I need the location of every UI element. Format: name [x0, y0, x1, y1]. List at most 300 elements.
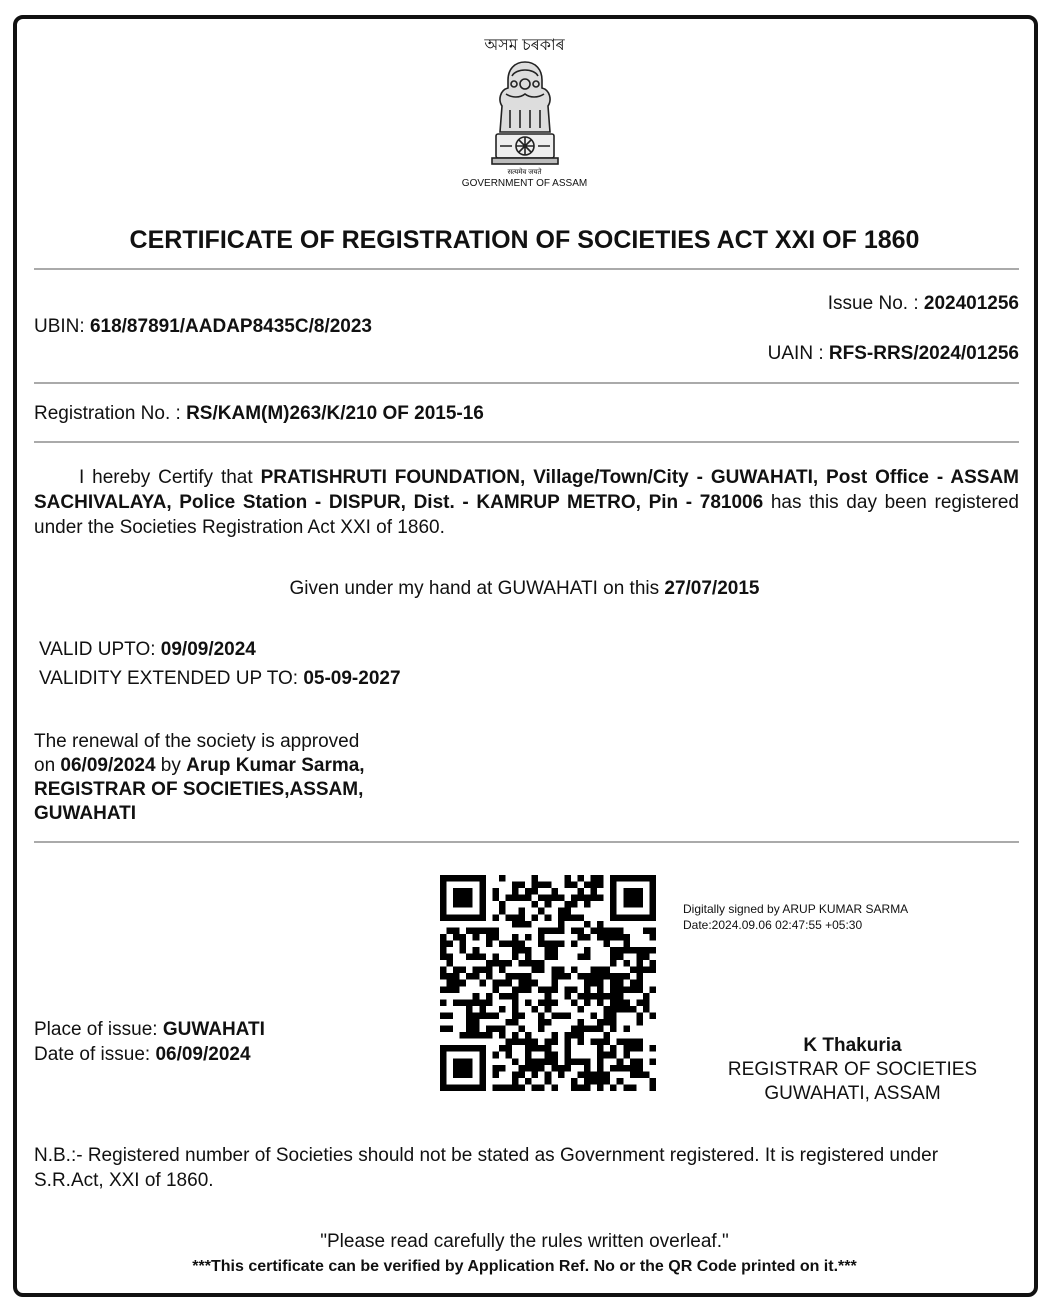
qr-module [466, 875, 473, 882]
qr-module [453, 967, 460, 974]
qr-module [610, 1052, 617, 1059]
qr-module [558, 940, 565, 947]
qr-module [610, 947, 617, 954]
date-label: Date of issue: [34, 1044, 156, 1065]
qr-module [617, 1065, 624, 1072]
qr-module [519, 947, 526, 954]
qr-module [525, 947, 532, 954]
place-of-issue [34, 1017, 265, 1042]
qr-module [447, 986, 454, 993]
valid-upto-label: VALID UPTO: [39, 639, 161, 660]
qr-module [577, 1026, 584, 1033]
qr-module [623, 1006, 630, 1013]
qr-module [486, 960, 493, 967]
qr-module [492, 1071, 499, 1078]
qr-module [564, 1052, 571, 1059]
qr-module [486, 1012, 493, 1019]
qr-module [558, 921, 565, 928]
digital-signature-date: Date:2024.09.06 02:47:55 +05:30 [683, 918, 863, 932]
qr-module [617, 927, 624, 934]
qr-module [440, 940, 447, 947]
qr-module [447, 927, 454, 934]
qr-module [577, 1006, 584, 1013]
qr-module [617, 934, 624, 941]
qr-module [440, 1045, 447, 1052]
qr-module [519, 940, 526, 947]
qr-module [525, 1065, 532, 1072]
qr-module [519, 980, 526, 987]
qr-module [440, 882, 447, 889]
qr-module [617, 1006, 624, 1013]
qr-module [571, 940, 578, 947]
qr-module [512, 921, 519, 928]
qr-module [591, 993, 598, 1000]
qr-module [623, 986, 630, 993]
qr-module [597, 1084, 604, 1091]
qr-module [636, 895, 643, 902]
qr-module [604, 1006, 611, 1013]
qr-module [499, 967, 506, 974]
qr-module [597, 921, 604, 928]
qr-module [473, 1045, 480, 1052]
qr-module [623, 875, 630, 882]
qr-module [440, 1084, 447, 1091]
qr-module [447, 960, 454, 967]
qr-module [499, 908, 506, 915]
qr-module [519, 986, 526, 993]
qr-module [525, 888, 532, 895]
qr-module [479, 1058, 486, 1065]
qr-module [551, 1039, 558, 1046]
qr-module [623, 895, 630, 902]
qr-module [604, 967, 611, 974]
qr-module [519, 1039, 526, 1046]
qr-module [453, 1045, 460, 1052]
qr-module [479, 1052, 486, 1059]
qr-module [538, 986, 545, 993]
qr-module [545, 1045, 552, 1052]
qr-module [499, 1032, 506, 1039]
qr-module [610, 960, 617, 967]
qr-module [512, 1071, 519, 1078]
qr-module [643, 999, 650, 1006]
qr-module [630, 986, 637, 993]
qr-module [649, 914, 656, 921]
qr-module [610, 1019, 617, 1026]
qr-module [597, 980, 604, 987]
qr-module [486, 967, 493, 974]
renewal-approver: Arup Kumar Sarma, [186, 755, 365, 776]
qr-module [604, 1019, 611, 1026]
qr-module [492, 1026, 499, 1033]
qr-module [558, 895, 565, 902]
qr-module [604, 934, 611, 941]
qr-module [584, 986, 591, 993]
qr-module [545, 914, 552, 921]
qr-module [505, 993, 512, 1000]
qr-module [473, 954, 480, 961]
qr-module [512, 1039, 519, 1046]
qr-module [649, 960, 656, 967]
qr-module [525, 960, 532, 967]
qr-module [499, 960, 506, 967]
qr-module [577, 954, 584, 961]
qr-module [604, 973, 611, 980]
qr-module [617, 986, 624, 993]
qr-module [538, 895, 545, 902]
qr-module [591, 1026, 598, 1033]
qr-module [440, 973, 447, 980]
qr-module [636, 1065, 643, 1072]
qr-module [630, 1006, 637, 1013]
qr-module [610, 882, 617, 889]
qr-module [505, 973, 512, 980]
qr-module [649, 875, 656, 882]
qr-module [512, 1078, 519, 1085]
qr-module [623, 1039, 630, 1046]
qr-module [591, 882, 598, 889]
qr-module [558, 914, 565, 921]
qr-module [636, 1019, 643, 1026]
qr-module [558, 973, 565, 980]
qr-module [591, 927, 598, 934]
digital-signature [683, 901, 908, 933]
qr-module [538, 908, 545, 915]
qr-module [604, 1071, 611, 1078]
issue-details [34, 1017, 265, 1067]
qr-module [636, 1071, 643, 1078]
qr-module [564, 875, 571, 882]
qr-module [636, 1012, 643, 1019]
qr-module [630, 1065, 637, 1072]
digital-signature-by: Digitally signed by ARUP KUMAR SARMA [683, 902, 909, 916]
qr-module [512, 1032, 519, 1039]
qr-module [623, 973, 630, 980]
qr-module [538, 960, 545, 967]
qr-module [532, 1065, 539, 1072]
qr-module [486, 940, 493, 947]
qr-module [551, 947, 558, 954]
valid-upto [39, 639, 256, 661]
qr-module [551, 986, 558, 993]
qr-module [460, 967, 467, 974]
qr-module [571, 1058, 578, 1065]
qr-module [558, 967, 565, 974]
qr-module [597, 1078, 604, 1085]
qr-module [649, 967, 656, 974]
qr-module [591, 1078, 598, 1085]
qr-module [525, 1032, 532, 1039]
qr-module [492, 960, 499, 967]
qr-module [558, 1012, 565, 1019]
qr-module [492, 1012, 499, 1019]
qr-module [584, 934, 591, 941]
qr-module [564, 986, 571, 993]
qr-module [525, 1045, 532, 1052]
qr-module [519, 1084, 526, 1091]
date-of-issue [34, 1042, 265, 1067]
qr-module [591, 888, 598, 895]
qr-module [512, 954, 519, 961]
qr-module [558, 1065, 565, 1072]
qr-module [525, 934, 532, 941]
qr-module [479, 927, 486, 934]
date-value: 06/09/2024 [155, 1044, 251, 1065]
qr-module [519, 882, 526, 889]
qr-module [636, 980, 643, 987]
qr-module [440, 1026, 447, 1033]
qr-module [610, 934, 617, 941]
qr-module [479, 954, 486, 961]
qr-module [486, 927, 493, 934]
qr-module [551, 1084, 558, 1091]
qr-module [551, 1012, 558, 1019]
renewal-by: by [155, 755, 187, 776]
qr-module [545, 882, 552, 889]
qr-module [440, 934, 447, 941]
qr-module [466, 1006, 473, 1013]
qr-module [630, 901, 637, 908]
qr-module [532, 882, 539, 889]
qr-module [519, 973, 526, 980]
qr-module [597, 1052, 604, 1059]
qr-module [525, 980, 532, 987]
qr-module [473, 875, 480, 882]
qr-module [499, 980, 506, 987]
qr-module [610, 993, 617, 1000]
qr-module [466, 1045, 473, 1052]
renewal-on: on [34, 755, 61, 776]
qr-module [604, 1039, 611, 1046]
qr-module [499, 1084, 506, 1091]
place-label: Place of issue: [34, 1019, 163, 1040]
qr-module [473, 1012, 480, 1019]
qr-module [512, 1084, 519, 1091]
qr-module [597, 1045, 604, 1052]
uain-label: UAIN : [767, 343, 829, 364]
qr-module [545, 1071, 552, 1078]
qr-module [466, 895, 473, 902]
qr-module [505, 960, 512, 967]
qr-module [571, 986, 578, 993]
qr-module [466, 973, 473, 980]
qr-module [649, 1045, 656, 1052]
qr-module [610, 1012, 617, 1019]
qr-module [505, 1052, 512, 1059]
qr-module [460, 1071, 467, 1078]
qr-module [499, 1045, 506, 1052]
qr-module [597, 1039, 604, 1046]
qr-module [551, 1032, 558, 1039]
qr-module [525, 1039, 532, 1046]
qr-module [440, 999, 447, 1006]
qr-module [577, 973, 584, 980]
qr-module [597, 1071, 604, 1078]
qr-module [466, 888, 473, 895]
qr-module [564, 1065, 571, 1072]
qr-module [532, 875, 539, 882]
qr-module [564, 901, 571, 908]
valid-upto-value: 09/09/2024 [160, 639, 256, 660]
qr-module [460, 934, 467, 941]
issue-number-value: 202401256 [923, 293, 1019, 314]
qr-module [584, 882, 591, 889]
qr-module [538, 1065, 545, 1072]
qr-module [532, 1039, 539, 1046]
qr-module [636, 1058, 643, 1065]
qr-module [525, 921, 532, 928]
qr-module [525, 986, 532, 993]
qr-module [564, 1032, 571, 1039]
qr-module [466, 1058, 473, 1065]
qr-module [623, 888, 630, 895]
qr-module [466, 1019, 473, 1026]
qr-module [453, 1058, 460, 1065]
qr-module [473, 1032, 480, 1039]
qr-module [623, 914, 630, 921]
qr-module [460, 895, 467, 902]
qr-module [571, 901, 578, 908]
qr-module [492, 980, 499, 987]
qr-module [571, 967, 578, 974]
qr-module [577, 1058, 584, 1065]
qr-module [577, 914, 584, 921]
qr-module [440, 875, 447, 882]
qr-module [532, 1006, 539, 1013]
validity-extended [39, 668, 401, 690]
qr-module [610, 1006, 617, 1013]
qr-module [610, 1045, 617, 1052]
signatory-block [700, 1034, 1005, 1106]
qr-module [577, 1032, 584, 1039]
qr-module [486, 973, 493, 980]
qr-module [584, 954, 591, 961]
qr-module [512, 999, 519, 1006]
qr-module [604, 1012, 611, 1019]
qr-module [610, 901, 617, 908]
renewal-line: The renewal of the society is approved [34, 731, 360, 752]
qr-module [630, 875, 637, 882]
qr-module [551, 940, 558, 947]
divider [34, 382, 1019, 384]
qr-module [453, 927, 460, 934]
certify-intro: I hereby Certify that [79, 467, 261, 488]
qr-module [577, 888, 584, 895]
registration-label: Registration No. : [34, 403, 187, 424]
qr-module [538, 1012, 545, 1019]
qr-module [453, 1084, 460, 1091]
qr-module [525, 1052, 532, 1059]
qr-module [577, 993, 584, 1000]
qr-module [617, 1078, 624, 1085]
qr-module [525, 1058, 532, 1065]
qr-module [440, 888, 447, 895]
qr-module [499, 993, 506, 1000]
qr-module [584, 999, 591, 1006]
qr-module [636, 973, 643, 980]
qr-module [460, 914, 467, 921]
registration-value: RS/KAM(M)263/K/210 OF 2015-16 [186, 403, 484, 424]
qr-module [584, 973, 591, 980]
qr-module [538, 940, 545, 947]
qr-module [466, 1071, 473, 1078]
qr-module [519, 960, 526, 967]
qr-module [636, 888, 643, 895]
qr-module [649, 927, 656, 934]
qr-module [623, 1084, 630, 1091]
qr-module [460, 901, 467, 908]
given-under-hand [0, 578, 1049, 600]
validity-extended-value: 05-09-2027 [303, 668, 401, 689]
qr-module [623, 1026, 630, 1033]
qr-module [538, 1058, 545, 1065]
qr-module [591, 1039, 598, 1046]
qr-module [440, 901, 447, 908]
qr-module [538, 999, 545, 1006]
qr-module [538, 934, 545, 941]
qr-module [479, 1084, 486, 1091]
qr-module [512, 947, 519, 954]
qr-module [617, 973, 624, 980]
renewal-approval [34, 730, 365, 826]
qr-module [584, 1065, 591, 1072]
qr-module [545, 1039, 552, 1046]
ubin [34, 316, 372, 338]
qr-module [440, 967, 447, 974]
qr-module [584, 1058, 591, 1065]
qr-module [460, 875, 467, 882]
qr-module [512, 895, 519, 902]
qr-module [551, 1065, 558, 1072]
qr-module [473, 1019, 480, 1026]
renewal-line [34, 802, 365, 826]
qr-module [630, 1058, 637, 1065]
qr-module [453, 895, 460, 902]
qr-module [597, 1019, 604, 1026]
qr-module [643, 875, 650, 882]
qr-module [545, 999, 552, 1006]
qr-module [564, 973, 571, 980]
qr-module [492, 914, 499, 921]
qr-module [610, 1026, 617, 1033]
qr-module [551, 999, 558, 1006]
qr-module [545, 1058, 552, 1065]
qr-module [545, 895, 552, 902]
verification-note: ***This certificate can be verified by Application Ref. No or the QR Code printed on it.*** [192, 1258, 857, 1275]
divider [34, 441, 1019, 443]
qr-module [492, 895, 499, 902]
qr-module [512, 973, 519, 980]
issue-number [828, 293, 1019, 315]
signatory-designation: REGISTRAR OF SOCIETIES [727, 1059, 978, 1080]
certification-paragraph [34, 465, 1019, 540]
qr-module [623, 1045, 630, 1052]
qr-module [532, 901, 539, 908]
qr-module [505, 980, 512, 987]
qr-module [532, 967, 539, 974]
issue-number-label: Issue No. : [827, 293, 924, 314]
qr-module [643, 993, 650, 1000]
qr-module [545, 1019, 552, 1026]
qr-module [492, 1065, 499, 1072]
qr-module [617, 914, 624, 921]
qr-module [545, 1078, 552, 1085]
qr-module [643, 967, 650, 974]
qr-module [532, 960, 539, 967]
qr-module [453, 1065, 460, 1072]
rules-quote: "Please read carefully the rules written overleaf." [320, 1231, 729, 1252]
qr-module [440, 947, 447, 954]
